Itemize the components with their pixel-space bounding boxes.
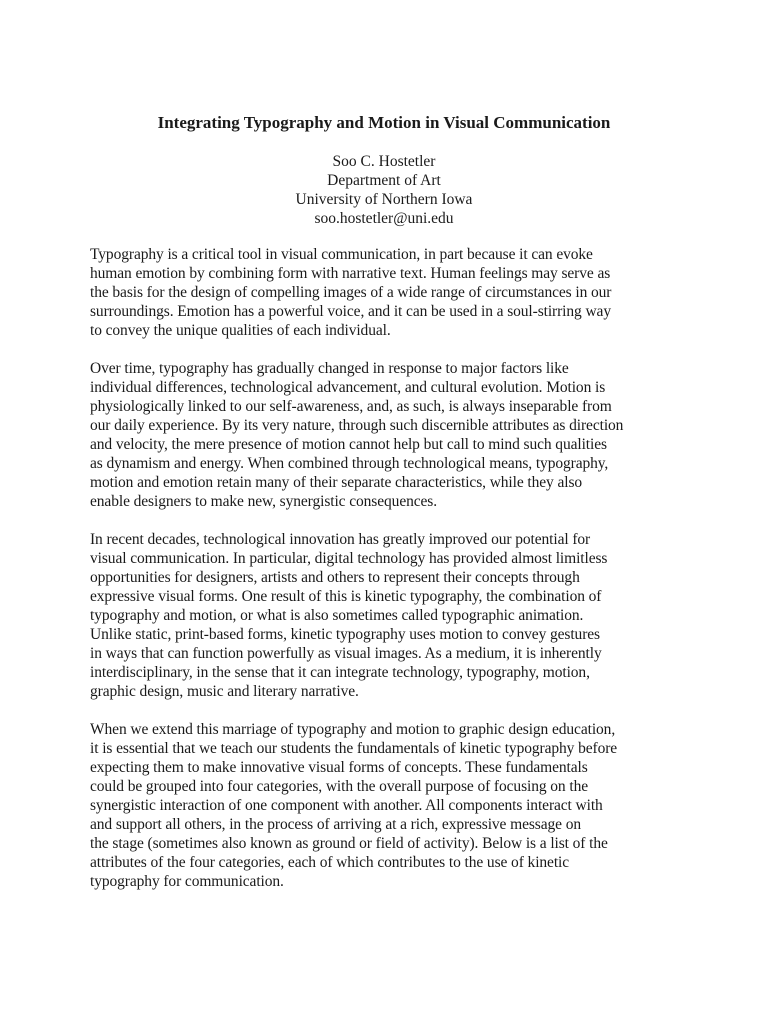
paragraph-line: to convey the unique qualities of each individual. [90,322,391,339]
paragraph-line: in ways that can function powerfully as visual images. As a medium, it is inherently [90,645,602,662]
paragraph [90,245,690,340]
paragraph-line: motion and emotion retain many of their separate characteristics, while they also [90,474,583,491]
author-name: Soo C. Hostetler [332,153,436,170]
paragraph-line: the stage (sometimes also known as ground or field of activity). Below is a list of the [90,835,608,852]
author-department: Department of Art [327,172,441,189]
paragraph-line: enable designers to make new, synergistic consequences. [90,493,438,510]
author-institution: University of Northern Iowa [295,191,473,208]
paragraph-line: opportunities for designers, artists and others to represent their concepts through [90,569,580,586]
paragraph-line: visual communication. In particular, digital technology has provided almost limitless [90,550,608,567]
paragraph-line: Over time, typography has gradually changed in response to major factors like [90,360,569,377]
paragraph-line: When we extend this marriage of typography and motion to graphic design education, [90,721,616,738]
paragraph-line: our daily experience. By its very nature, through such discernible attributes as direction [90,417,624,434]
paragraph-line: typography and motion, or what is also sometimes called typographic animation. [90,607,584,624]
paragraph-line: Typography is a critical tool in visual communication, in part because it can evoke [90,246,593,263]
paragraph [90,530,690,701]
paragraph-line: could be grouped into four categories, with the overall purpose of focusing on the [90,778,588,795]
paragraph-line: expecting them to make innovative visual forms of concepts. These fundamentals [90,759,588,776]
body-text [90,245,690,910]
paragraph-line: it is essential that we teach our students the fundamentals of kinetic typography before [90,740,618,757]
paragraph-line: graphic design, music and literary narrative. [90,683,359,700]
paragraph-line: typography for communication. [90,873,284,890]
paragraph [90,359,690,511]
paragraph-line: In recent decades, technological innovation has greatly improved our potential for [90,531,591,548]
paragraph-line: Unlike static, print-based forms, kinetic typography uses motion to convey gestures [90,626,600,643]
paper-title: Integrating Typography and Motion in Visual Communication [157,113,611,132]
paragraph-line: the basis for the design of compelling images of a wide range of circumstances in our [90,284,612,301]
paragraph [90,720,690,891]
paragraph-line: as dynamism and energy. When combined through technological means, typography, [90,455,609,472]
paragraph-line: surroundings. Emotion has a powerful voice, and it can be used in a soul-stirring way [90,303,611,320]
paragraph-line: human emotion by combining form with narrative text. Human feelings may serve as [90,265,611,282]
paragraph-line: interdisciplinary, in the sense that it can integrate technology, typography, motion, [90,664,590,681]
paragraph-line: individual differences, technological advancement, and cultural evolution. Motion is [90,379,606,396]
paragraph-line: attributes of the four categories, each of which contributes to the use of kinetic [90,854,570,871]
paragraph-line: physiologically linked to our self-awareness, and, as such, is always inseparable from [90,398,612,415]
paragraph-line: synergistic interaction of one component with another. All components interact with [90,797,603,814]
paragraph-line: and support all others, in the process of arriving at a rich, expressive message on [90,816,582,833]
paragraph-line: expressive visual forms. One result of this is kinetic typography, the combination of [90,588,602,605]
author-email: soo.hostetler@uni.edu [314,210,454,227]
paragraph-line: and velocity, the mere presence of motion cannot help but call to mind such qualities [90,436,607,453]
author-block [0,152,768,228]
